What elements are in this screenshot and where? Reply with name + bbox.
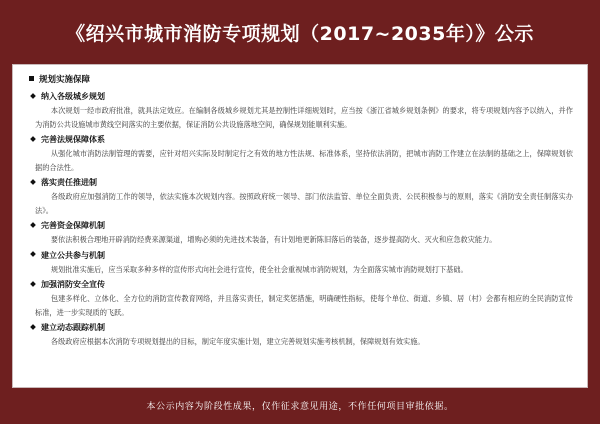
section-heading: 完善法规保障体系: [29, 133, 573, 147]
footer: [0, 390, 600, 420]
section-7: [29, 321, 573, 349]
main-heading: 规划实施保障: [29, 73, 573, 88]
footer-disclaimer: 本公示内容为阶段性成果，仅作征求意见用途，不作任何项目审批依据。: [146, 401, 454, 412]
section-text: 各级政府应根据本次消防专项规划提出的目标，制定年度实施计划，建立完善规划实施考核机制，保障规划有效实施。: [50, 337, 425, 346]
section-text: 本次规划一经市政府批准，就具法定效应。在编制各级城乡规划尤其是控制性详细规划时，应当按《浙江省城乡规划条例》的要求，将专项规划内容予以纳入，并作为消防公共设施城市黄线空间落实的主要依据，保证消防公共设施落地空间，确保规划能顺利实施。: [35, 106, 573, 129]
section-3: [29, 176, 573, 217]
section-2: [29, 133, 573, 174]
diamond-bullet-icon: [30, 179, 36, 185]
diamond-bullet-icon: [30, 251, 36, 257]
header: [0, 0, 600, 64]
diamond-bullet-icon: [30, 93, 36, 99]
section-text: 要依法积极合理地开辟消防经费来源渠道，增购必须的先进技术装备，有计划地更新陈旧落后的装备，逐步提高防火、灭火和应急救灾能力。: [50, 235, 497, 244]
section-text: 规划批准实施后，应当采取多种多样的宣传形式向社会进行宣传，使全社会重视城市消防规划，为全面落实城市消防规划打下基础。: [50, 264, 468, 274]
section-1: [29, 90, 573, 131]
diamond-bullet-icon: [30, 222, 36, 228]
square-bullet-icon: [29, 76, 34, 81]
section-heading: 加强消防安全宣传: [29, 278, 573, 292]
page-title: 《绍兴市城市消防专项规划（2017~2035年）》公示: [66, 22, 534, 45]
content-panel: [12, 64, 588, 388]
section-heading: 建立动态跟踪机制: [29, 321, 573, 335]
section-5: [29, 249, 573, 277]
section-heading: 落实责任推进制: [29, 176, 573, 190]
diamond-bullet-icon: [30, 324, 36, 330]
diamond-bullet-icon: [30, 281, 36, 287]
section-heading: 纳入各级城乡规划: [29, 90, 573, 104]
section-text: 各级政府应加强消防工作的领导，依法实施本次规划内容。按照政府统一领导、部门依法监管、单位全面负责、公民积极参与的原则，落实《消防安全责任制落实办法》。: [35, 192, 573, 215]
section-heading: 建立公共参与机制: [29, 249, 573, 263]
section-heading: 完善资金保障机制: [29, 219, 573, 233]
section-text: 从强化城市消防法制管理的需要，应针对绍兴实际及时制定行之有效的地方性法规、标准体系，坚持依法消防，把城市消防工作建立在法制的基础之上，保障规划依据的合法性。: [35, 149, 573, 172]
diamond-bullet-icon: [30, 136, 36, 142]
section-4: [29, 219, 573, 247]
section-6: [29, 278, 573, 319]
section-text: 包建多样化、立体化、全方位的消防宣传教育网络，并且落实责任，制定奖惩措施，明确硬性指标，使每个单位、街道、乡镇、居（村）会都有相应的全民消防宣传标准，进一步实现质的飞跃。: [35, 294, 573, 317]
